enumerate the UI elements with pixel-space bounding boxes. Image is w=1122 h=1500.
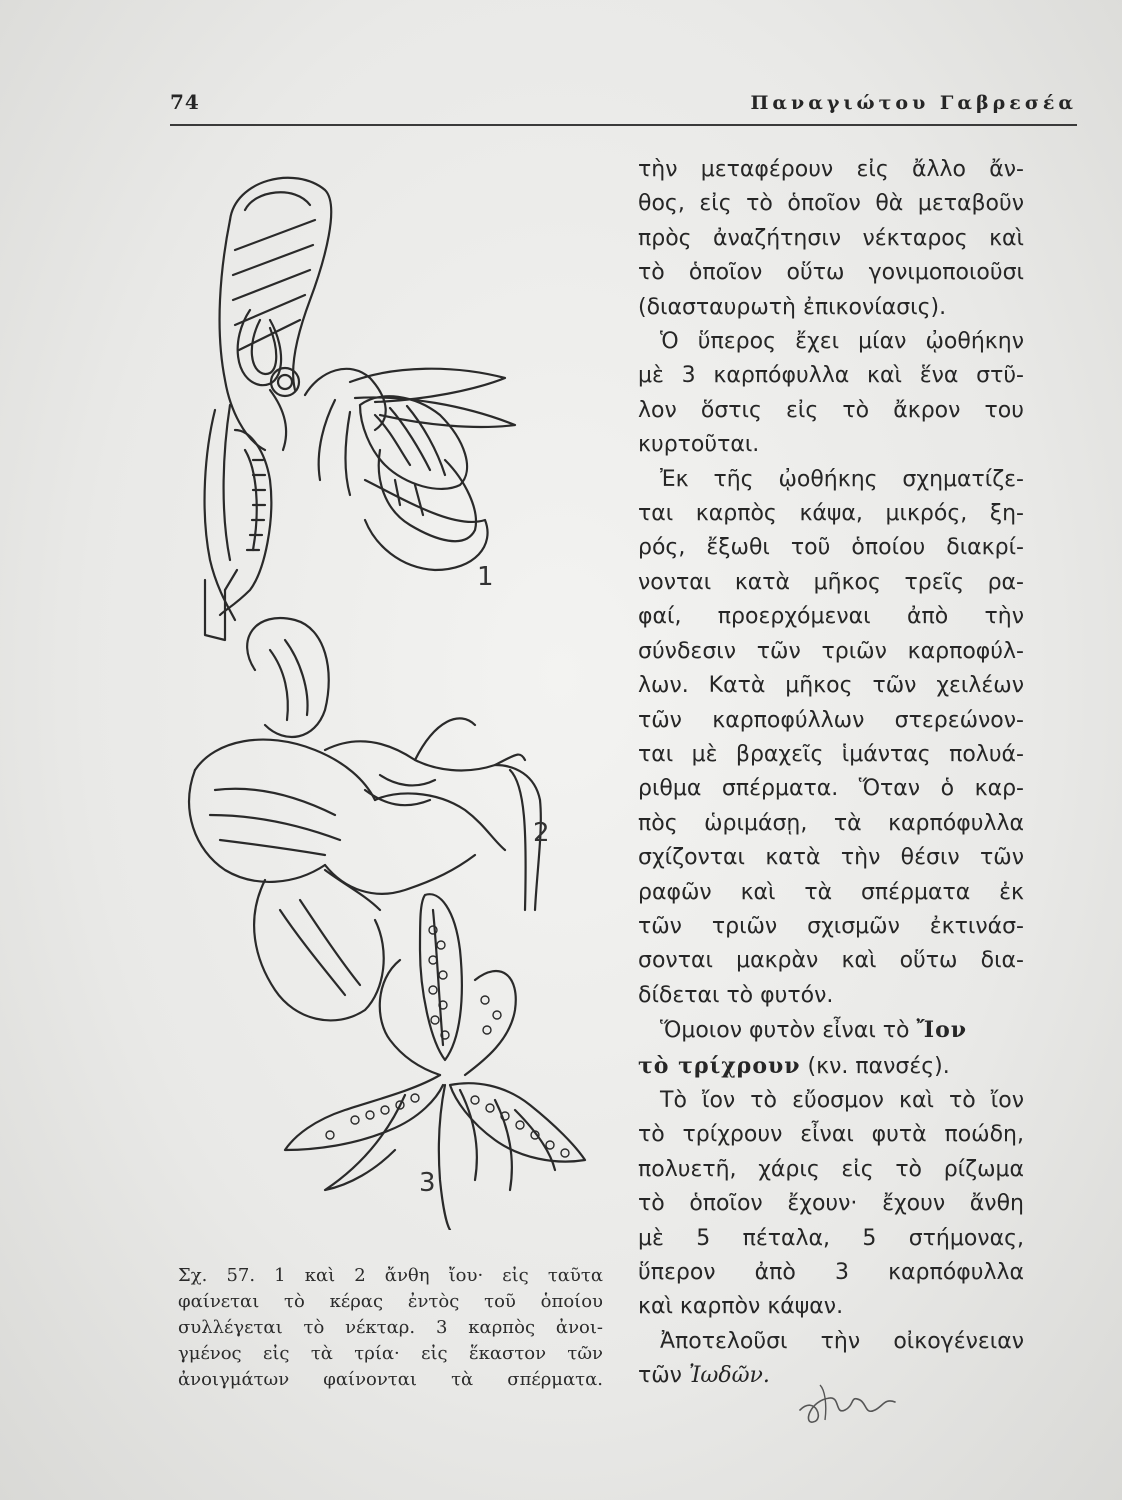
figure-caption: [178, 1263, 603, 1393]
body-line: ρός, ἔξωθι τοῦ ὁποίου διακρί-: [638, 535, 1024, 561]
body-line: δίδεται τὸ φυτόν.: [638, 982, 834, 1008]
body-line: πὸς ὡριμάσῃ, τὰ καρπόφυλλα: [638, 810, 1024, 836]
term-iodon: Ἰωδῶν.: [688, 1363, 770, 1389]
body-line: τὸ ὁποῖον ἔχουν· ἔχουν ἄνθη: [638, 1191, 1024, 1217]
body-line: Ἐκ τῆς ᾠοθήκης σχηματίζε-: [660, 466, 1024, 492]
figure-label-3: 3: [419, 1168, 436, 1198]
flower-1-drawing: [205, 178, 515, 640]
figure-57-illustration: [175, 150, 615, 1230]
body-line: τῶν καρποφύλλων στερεώνον-: [638, 707, 1024, 733]
similar-plant-line: [638, 1013, 1024, 1048]
term-ion: Ἴον: [916, 1017, 968, 1044]
body-line: νονται κατὰ μῆκος τρεῖς ρα-: [638, 569, 1024, 595]
body-line: τὴν μεταφέρουν εἰς ἄλλο ἄν-: [638, 157, 1024, 182]
similar-line-start: Ὅμοιον φυτὸν εἶναι τὸ: [660, 1018, 910, 1044]
body-line: (διασταυρωτὴ ἐπικονίασις).: [638, 294, 947, 320]
body-line: τὸ ὁποῖον οὕτω γονιμοποιοῦσι: [638, 260, 1024, 286]
body-line: λον ὅστις εἰς τὸ ἄκρον του: [638, 397, 1024, 423]
page-header: [170, 88, 1077, 126]
body-text-column: [638, 153, 1024, 1394]
body-line: πολυετῆ, χάρις εἰς τὸ ρίζωμα: [638, 1156, 1024, 1182]
body-line: φαί, προερχόμεναι ἀπὸ τὴν: [638, 604, 1024, 630]
body-line: κυρτοῦται.: [638, 432, 760, 458]
caption-line: Σχ. 57. 1 καὶ 2 ἄνθη ἴου· εἰς ταῦτα: [178, 1265, 603, 1286]
body-line: Τὸ ἴον τὸ εὔοσμον καὶ τὸ ἴον: [660, 1087, 1024, 1113]
body-line: μὲ 5 πέταλα, 5 στήμονας,: [638, 1225, 1024, 1251]
body-line: τὸ τρίχρουν εἶναι φυτὰ ποώδη,: [638, 1122, 1024, 1148]
body-line: λων. Κατὰ μῆκος τῶν χειλέων: [638, 673, 1024, 699]
final-prefix: τῶν: [638, 1363, 682, 1389]
body-line: σχίζονται κατὰ τὴν θέσιν τῶν: [638, 845, 1024, 871]
figure-label-1: 1: [477, 562, 494, 592]
handwritten-signature: [795, 1380, 915, 1430]
body-line: θος, εἰς τὸ ὁποῖον θὰ μεταβοῦν: [638, 191, 1024, 217]
similar-plant-line-2: [638, 1049, 1024, 1084]
body-line: πρὸς ἀναζήτησιν νέκταρος καὶ: [638, 225, 1024, 251]
similar-note: (κν. πανσές).: [807, 1053, 950, 1079]
flower-2-drawing: [189, 618, 541, 1020]
body-line: Ἀποτελοῦσι τὴν οἰκογένειαν: [660, 1328, 1024, 1354]
running-head: Παναγιώτου Γαβρεσέα: [750, 92, 1077, 114]
body-line: Ὁ ὕπερος ἔχει μίαν ᾠοθήκην: [660, 329, 1024, 355]
body-line: ὕπερον ἀπὸ 3 καρπόφυλλα: [638, 1260, 1024, 1285]
seeds: [326, 926, 569, 1157]
botanical-drawing: [175, 150, 615, 1230]
figure-label-2: 2: [533, 818, 550, 848]
body-line: μὲ 3 καρπόφυλλα καὶ ἕνα στῦ-: [638, 363, 1024, 389]
body-line: σονται μακρὰν καὶ οὕτω δια-: [638, 948, 1024, 974]
term-trichroun: τὸ τρίχρουν: [638, 1052, 801, 1079]
body-line: καὶ καρπὸν κάψαν.: [638, 1294, 844, 1320]
body-line: σύνδεσιν τῶν τριῶν καρποφύλ-: [638, 638, 1024, 664]
body-line: ριθμα σπέρματα. Ὅταν ὁ καρ-: [638, 776, 1024, 802]
caption-line: γμένος εἰς τὰ τρία· εἰς ἕκαστον τῶν: [178, 1343, 603, 1364]
caption-line: συλλέγεται τὸ νέκταρ. 3 καρπὸς ἀνοι-: [178, 1317, 603, 1338]
caption-line: φαίνεται τὸ κέρας ἐντὸς τοῦ ὁποίου: [178, 1291, 603, 1312]
body-line: ται καρπὸς κάψα, μικρός, ξη-: [638, 501, 1024, 527]
body-line: ραφῶν καὶ τὰ σπέρματα ἐκ: [638, 879, 1024, 905]
page-number: 74: [170, 90, 200, 114]
body-line: τῶν τριῶν σχισμῶν ἐκτινάσ-: [638, 913, 1024, 939]
caption-line: ἀνοιγμάτων φαίνονται τὰ σπέρματα.: [178, 1369, 603, 1390]
body-line: ται μὲ βραχεῖς ἱμάντας πολυά-: [638, 741, 1024, 767]
